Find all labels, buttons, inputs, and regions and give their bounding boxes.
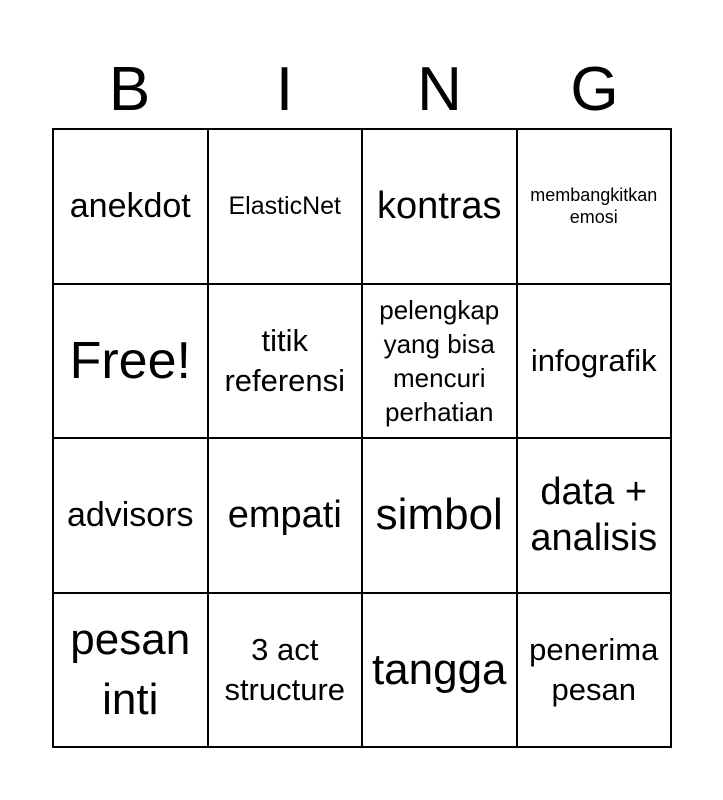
cell-text: pelengkap yang bisa mencuri perhatian <box>379 294 500 427</box>
bingo-cell-r3c4[interactable] <box>518 439 673 594</box>
bingo-cell-r3c1[interactable] <box>54 439 209 594</box>
bingo-cell-r4c4[interactable] <box>518 594 673 749</box>
bingo-cell-r2c4[interactable] <box>518 285 673 440</box>
bingo-cell-free[interactable] <box>54 285 209 440</box>
cell-text: titik referensi <box>224 322 346 398</box>
cell-text: anekdot <box>69 187 191 226</box>
bingo-cell-r3c3[interactable] <box>363 439 518 594</box>
header-letter-g: G <box>570 55 619 124</box>
bingo-cell-r4c2[interactable] <box>209 594 364 749</box>
bingo-cell-r1c4[interactable] <box>518 130 673 285</box>
cell-text: simbol <box>375 490 503 540</box>
bingo-cell-r4c1[interactable] <box>54 594 209 749</box>
bingo-cell-r4c3[interactable] <box>363 594 518 749</box>
cell-text: 3 act structure <box>224 631 346 707</box>
cell-text: tangga <box>371 644 507 694</box>
cell-text: penerima pesan <box>529 631 659 707</box>
cell-text: pesan inti <box>70 614 191 724</box>
bingo-board <box>52 128 672 748</box>
header-letter-b: B <box>108 55 151 124</box>
cell-text: data + analisis <box>530 471 658 560</box>
bingo-cell-r3c2[interactable] <box>209 439 364 594</box>
cell-text: ElasticNet <box>228 191 342 220</box>
header-letter-n: N <box>417 55 462 124</box>
bingo-cell-r1c1[interactable] <box>54 130 209 285</box>
cell-text: empati <box>227 494 342 537</box>
cell-text: membangkitkan emosi <box>530 185 658 228</box>
bingo-cell-r2c2[interactable] <box>209 285 364 440</box>
cell-text: kontras <box>376 185 502 228</box>
bingo-cell-r1c3[interactable] <box>363 130 518 285</box>
bingo-cell-r2c3[interactable] <box>363 285 518 440</box>
header-letter-i: I <box>275 55 294 124</box>
cell-text: Free! <box>69 331 191 390</box>
cell-text: advisors <box>66 496 194 535</box>
bingo-cell-r1c2[interactable] <box>209 130 364 285</box>
bingo-header <box>52 55 672 125</box>
cell-text: infografik <box>530 342 657 378</box>
